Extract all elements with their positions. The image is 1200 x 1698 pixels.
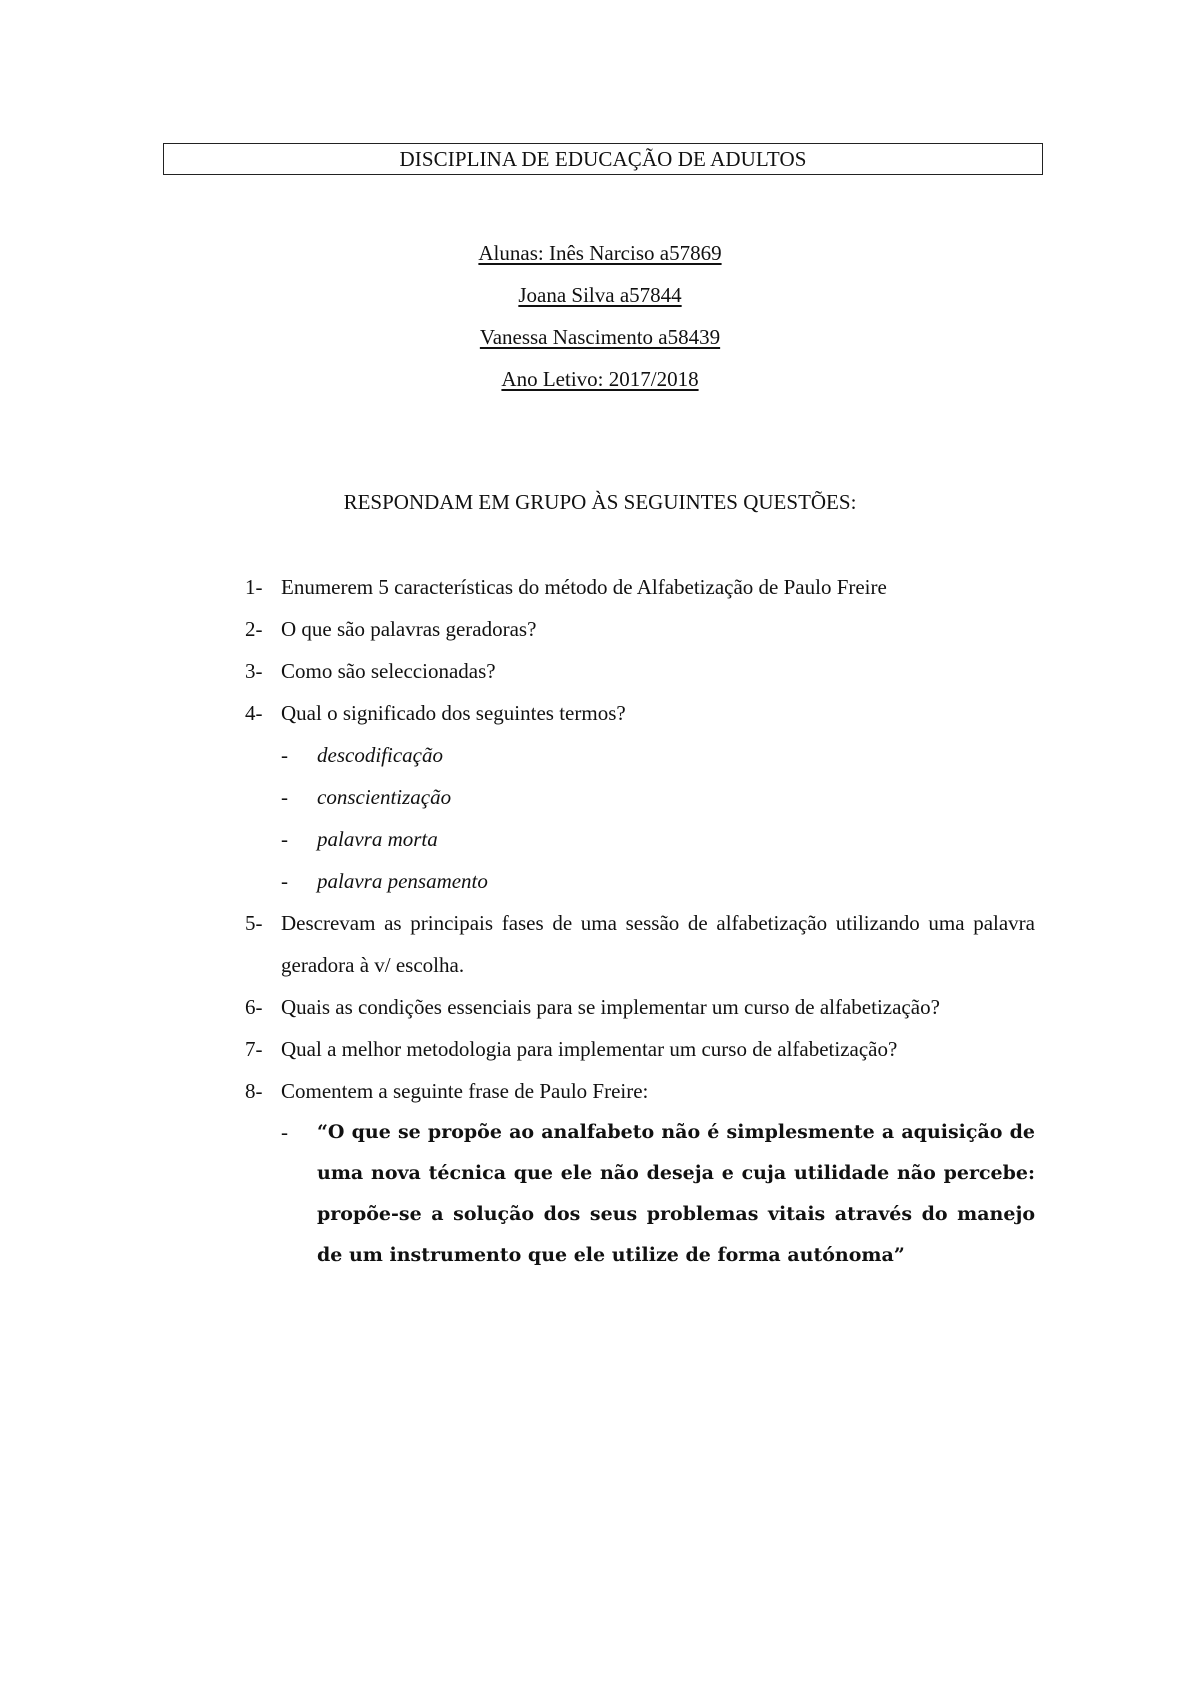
question-number: 5- (245, 911, 263, 935)
student-line-3: Vanessa Nascimento a58439 (479, 325, 721, 349)
question-number: 8- (245, 1079, 263, 1103)
question-number: 4- (245, 701, 263, 725)
question-text: Descrevam as principais fases de uma sessão de alfabetização utilizando uma palavra geradora à v/ escolha. (281, 911, 1035, 977)
term-text: palavra morta (317, 827, 438, 851)
term-item (245, 776, 1035, 818)
question-text: Comentem a seguinte frase de Paulo Freire: (281, 1079, 649, 1103)
question-text: Qual o significado dos seguintes termos? (281, 701, 626, 725)
quote-dash: - (281, 1120, 288, 1144)
question-text: Quais as condições essenciais para se implementar um curso de alfabetização? (281, 995, 940, 1019)
term-item (245, 734, 1035, 776)
student-line-2: Joana Silva a57844 (518, 283, 682, 307)
freire-quote (245, 1112, 1035, 1276)
students-block (0, 232, 1200, 400)
document-title: DISCIPLINA DE EDUCAÇÃO DE ADULTOS (163, 143, 1043, 175)
term-text: conscientização (317, 785, 452, 809)
question-item (245, 1070, 1035, 1112)
term-dash: - (281, 827, 288, 851)
term-text: palavra pensamento (317, 869, 488, 893)
term-dash: - (281, 785, 288, 809)
term-dash: - (281, 869, 288, 893)
student-line-1: Alunas: Inês Narciso a57869 (478, 241, 722, 265)
question-item (245, 608, 1035, 650)
question-number: 7- (245, 1037, 263, 1061)
question-item (245, 902, 1035, 986)
question-item (245, 1028, 1035, 1070)
question-text: Enumerem 5 características do método de Alfabetização de Paulo Freire (281, 575, 887, 599)
instruction-heading: RESPONDAM EM GRUPO ÀS SEGUINTES QUESTÕES: (343, 490, 857, 514)
question-item (245, 692, 1035, 734)
question-item (245, 650, 1035, 692)
term-item (245, 818, 1035, 860)
quote-text: “O que se propõe ao analfabeto não é simplesmente a aquisição de uma nova técnica que ele não deseja e cuja utilidade não percebe: propõe-se a solução dos seus problemas vitais através do manejo de um instrumento que ele utilize de forma autónoma” (317, 1121, 1035, 1266)
question-text: Qual a melhor metodologia para implementar um curso de alfabetização? (281, 1037, 898, 1061)
question-list (245, 566, 1035, 1276)
question-number: 1- (245, 575, 263, 599)
question-item (245, 986, 1035, 1028)
academic-year: Ano Letivo: 2017/2018 (501, 367, 699, 391)
term-item (245, 860, 1035, 902)
question-text: O que são palavras geradoras? (281, 617, 537, 641)
term-dash: - (281, 743, 288, 767)
question-number: 3- (245, 659, 263, 683)
question-text: Como são seleccionadas? (281, 659, 496, 683)
question-number: 6- (245, 995, 263, 1019)
question-number: 2- (245, 617, 263, 641)
term-text: descodificação (317, 743, 443, 767)
question-item (245, 566, 1035, 608)
